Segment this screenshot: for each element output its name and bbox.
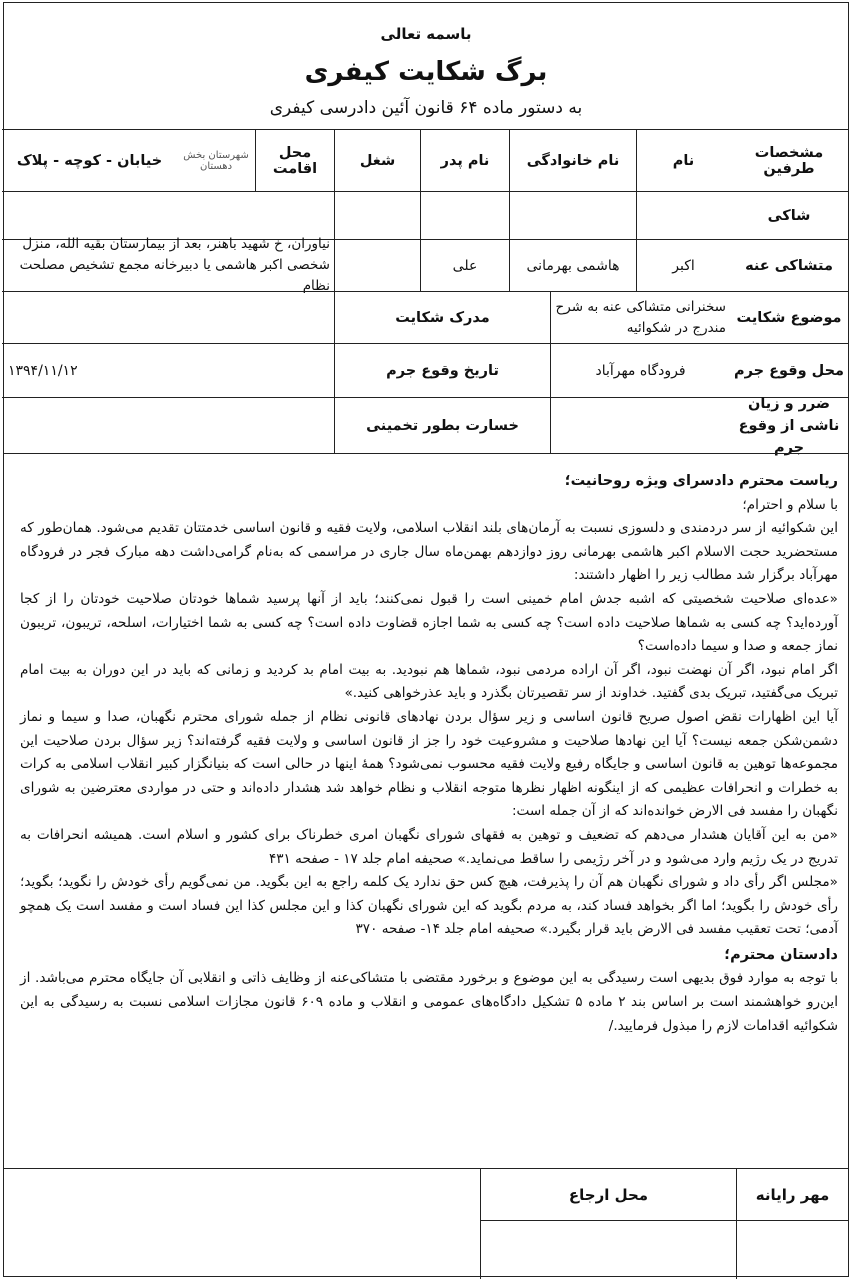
damage-estimate-label: خسارت بطور تخمینی [334,397,550,453]
stamp-value [736,1221,848,1279]
residence-sub-label: شهرستان بخش دهستان [183,150,249,172]
row-plaintiff: شاکی [730,191,848,239]
footer-blank [2,1169,480,1279]
subject-value: سخنرانی متشاکی عنه به شرح مندرج در شکوائیه [550,291,730,343]
greeting: با سلام و احترام؛ [742,496,838,513]
col-job: شغل [334,129,420,191]
complaint-body [4,453,848,1168]
col-name: نام [636,129,730,191]
form-title: برگ شکایت کیفری [304,57,548,87]
col-residence: محل اقامت [255,129,334,191]
defendant-job [334,239,420,291]
paragraph-2: آیا این اظهارات نقض اصول صریح قانون اساسی و زیر سؤال بردن نهادهای قانونی نظام از جمله شورای محترم نگهبان، صدا و سیما و نماز دشمن‌شکن جمعه نیست؟ آیا این نهادها صلاحیت و مشروعیت خود را جز از قانون اساسی و ولایت فقیه گرفته‌اند؟ زیر سؤال بردن صلاحیت این مجموعه‌ها توهین به قانون اساسی و جایگاه رفیع ولایت فقیه محسوب نمی‌شود؟ همهٔ اینها در حالی است که بنیانگزار کبیر انقلاب اسلامی به کرات به خطرات و انحرافات عظیمی که از اینگونه اظهار نظرها متوجه انقلاب و نظام خواهد شد هشدار داده‌اند و حتی در مواردی معترضین به شورای نگهبان را مفسد فی الارض خوانده‌اند که از آن جمله است: [20,708,838,820]
form-footer [4,1168,848,1279]
referral-label: محل ارجاع [480,1169,736,1221]
col-address: خیابان - کوچه - پلاک [16,153,163,169]
quote-2: اگر امام نبود، اگر آن نهضت نبود، اگر آن اراده مردمی نبود، شماها هم نبودید. به بیت امام بد کردید و زمانی که باید در این دوران به بیت امام تبریک می‌گفتید، تبریک بدی گفتید. خداوند از سر تقصیرتان بگذرد و باید عذرخواهی کنید.» [20,661,838,702]
quote-3: «من به این آقایان هشدار می‌دهم که تضعیف و توهین به فقهای شورای نگهبان امری خطرناک برای کشور و اسلام است. همیشه انحرافات به تدریج در یک رژیم وارد می‌شود و در آخر رژیمی را ساقط می‌نماید.» صحیفه امام جلد ۱۷ - صفحه ۴۳۱ [20,826,838,867]
col-parties: مشخصات طرفین [730,129,848,191]
damage-value [550,397,730,453]
plaintiff-family [509,191,636,239]
col-address-group [2,129,255,191]
defendant-family: هاشمی بهرمانی [509,239,636,291]
date-label: تاریخ وقوع جرم [334,343,550,397]
plaintiff-address [2,191,334,239]
place-value: فرودگاه مهرآباد [550,343,730,397]
address-heading: ریاست محترم دادسرای ویژه روحانیت؛ [564,473,838,489]
damage-label: ضرر و زیان ناشی از وقوع جرم [730,397,848,453]
paragraph-3: با توجه به موارد فوق بدیهی است رسیدگی به این موضوع و برخورد مقتضی با متشاکی‌عنه از وظایف ذاتی و انقلابی آن جایگاه محترم می‌باشد. از این‌رو خواهشمند است بر اساس بند ۲ ماده ۵ تشکیل دادگاه‌های عمومی و انقلاب و ماده ۶۰۹ قانون مجازات اسلامی نسبت به رسیدگی به این شکوائیه اقدامات لازم را مبذول فرمایید./ [20,970,838,1034]
col-residence-sub [177,130,255,192]
damage-estimate-value [2,397,334,453]
evidence-value [2,291,334,343]
form-header [4,3,848,129]
evidence-label: مدرک شکایت [334,291,550,343]
paragraph-1: این شکوائیه از سر دردمندی و دلسوزی نسبت به آرمان‌های بلند انقلاب اسلامی، ولایت فقیه و قانون اساسی خدمتتان تقدیم می‌شود. همان‌طور که مستحضرید حجت الاسلام اکبر هاشمی بهرمانی روز دوازدهم بهمن‌ماه سال جاری در مراسمی که به‌نام گرامی‌داشت دهه مبارک فجر در فرودگاه مهرآباد برگزار شد مطالب زیر را اظهار داشتند: [20,520,838,584]
col-father-name: نام پدر [420,129,509,191]
stamp-label: مهر رایانه [736,1169,848,1221]
row-defendant: متشاکی عنه [730,239,848,291]
bismillah: باسمه تعالی [380,25,472,43]
complaint-form [3,2,849,1277]
parties-table [4,129,848,456]
plaintiff-name [636,191,730,239]
defendant-address: نیاوران، خ شهید باهنر، بعد از بیمارستان بقیه الله، منزل شخصی اکبر هاشمی یا دبیرخانه مجمع تشخیص مصلحت نظام [2,239,334,291]
defendant-father: علی [420,239,509,291]
quote-1: «عده‌ای صلاحیت شخصیتی که اشبه جدش امام خمینی است را قبول نمی‌کنند؛ باید از آنها پرسید شماها خودتان صلاحیت خودتان را از کجا آورده‌اید؟ چه کسی به شماها صلاحیت داده است؟ چه کسی به شما اجازه قضاوت داده است؟ چه کسی به شما اختیارات، اسلحه، تریبون، تریبون نماز جمعه و صدا و سیما داده‌است؟ [20,590,838,655]
referral-value [480,1221,736,1279]
prosecutor-heading: دادستان محترم؛ [724,946,838,963]
defendant-name: اکبر [636,239,730,291]
date-value: ۱۳۹۴/۱۱/۱۲ [2,343,334,397]
subject-label: موضوع شکایت [730,291,848,343]
quote-4: «مجلس اگر رأی داد و شورای نگهبان هم آن را پذیرفت، هیچ کس حق ندارد یک کلمه راجع به این بگوید. من نمی‌گویم رأی خودش را نگوید؛ بگوید؛ رأی خودش را بگوید؛ اما اگر بخواهد فساد کند، به مردم بگوید که این شورای نگهبان کذا و این مجلس کذا این فساد است و مفسد است یک همچو آدمی؛ تحت تعقیب مفسد فی الارض باید قرار بگیرد.» صحیفه امام جلد ۱۴- صفحه ۳۷۰ [20,874,838,938]
form-subtitle: به دستور ماده ۶۴ قانون آئین دادرسی کیفری [269,98,583,118]
col-family-name: نام خانوادگی [509,129,636,191]
plaintiff-job [334,191,420,239]
plaintiff-father [420,191,509,239]
place-label: محل وقوع جرم [730,343,848,397]
